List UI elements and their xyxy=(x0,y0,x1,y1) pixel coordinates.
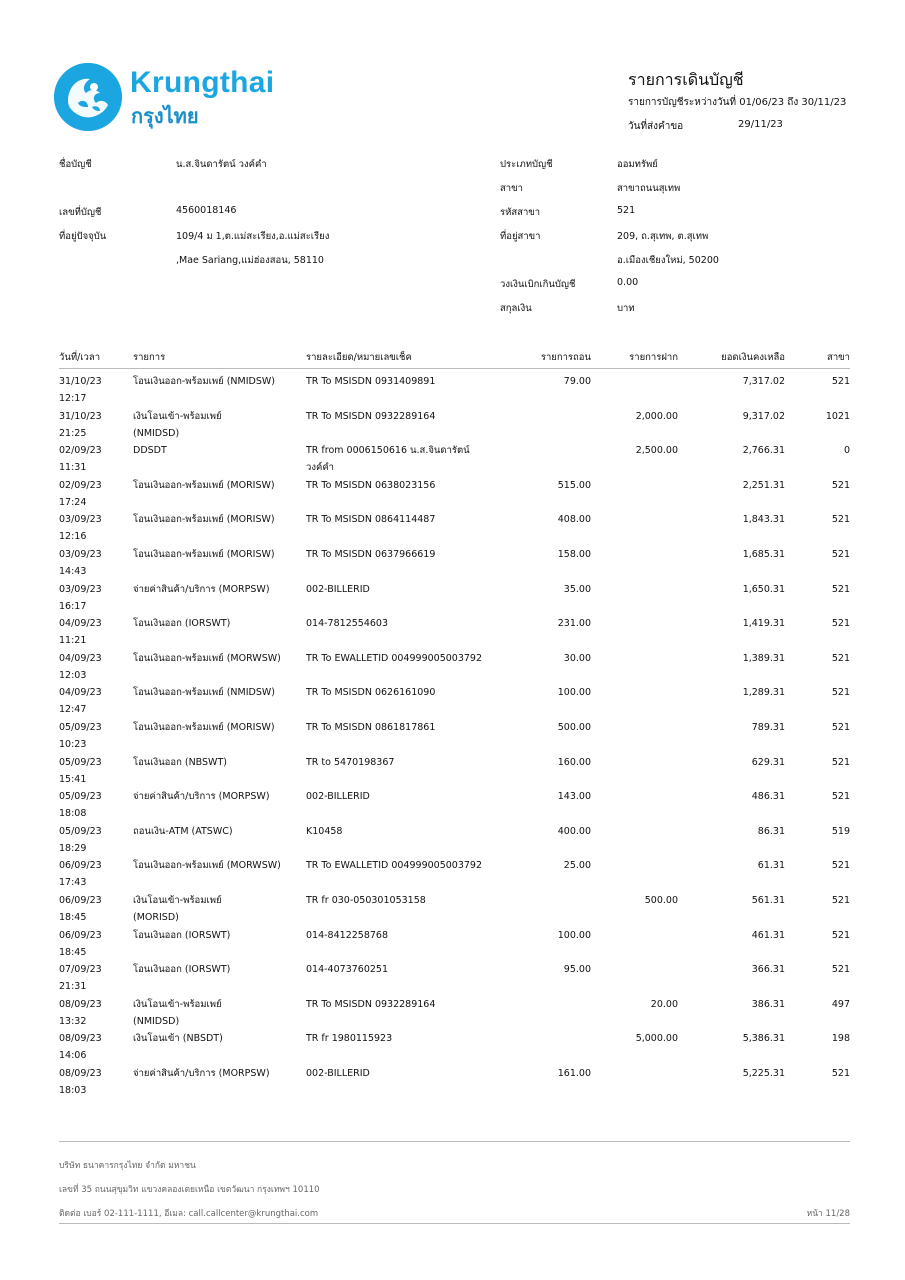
row-branch: 497 xyxy=(831,998,850,1010)
table-row xyxy=(59,1061,850,1096)
row-description: เงินโอนเข้า-พร้อมเพย์ (NMIDSD) xyxy=(133,998,222,1027)
row-deposit: 2,000.00 xyxy=(635,410,678,422)
header-detail: รายละเอียด/หมายเลขเช็ค xyxy=(306,352,412,363)
row-balance: 366.31 xyxy=(751,964,785,976)
header-balance: ยอดเงินคงเหลือ xyxy=(721,352,785,363)
header-withdraw: รายการถอน xyxy=(540,352,591,363)
address-label: ที่อยู่ปัจจุบัน xyxy=(59,231,107,242)
address-line-2: ,Mae Sariang,แม่ฮ่องสอน, 58110 xyxy=(176,255,324,266)
branch-address-label: ที่อยู่สาขา xyxy=(500,231,541,242)
request-date-label: วันที่ส่งคำขอ xyxy=(628,121,684,132)
row-withdraw: 161.00 xyxy=(557,1067,591,1079)
row-withdraw: 143.00 xyxy=(557,791,591,803)
row-detail: TR To MSISDN 0932289164 xyxy=(306,998,436,1010)
table-row xyxy=(59,577,850,612)
table-row xyxy=(59,473,850,508)
table-row xyxy=(59,646,850,681)
row-deposit: 2,500.00 xyxy=(635,445,678,457)
table-header xyxy=(59,346,850,369)
row-description: โอนเงินออก (NBSWT) xyxy=(133,756,227,768)
header-deposit: รายการฝาก xyxy=(629,352,678,363)
row-date: 06/09/23 18:45 xyxy=(59,929,102,958)
row-detail: 014-7812554603 xyxy=(306,618,389,630)
table-body xyxy=(59,369,850,1095)
row-description: โอนเงินออก-พร้อมเพย์ (MORISW) xyxy=(133,548,275,560)
statement-period: รายการบัญชีระหว่างวันที่ 01/06/23 ถึง 30/11/23 xyxy=(628,97,847,108)
row-balance: 2,766.31 xyxy=(742,445,785,457)
row-withdraw: 100.00 xyxy=(557,929,591,941)
table-row xyxy=(59,992,850,1027)
request-date: 29/11/23 xyxy=(738,119,783,130)
table-row xyxy=(59,611,850,646)
row-date: 03/09/23 14:43 xyxy=(59,548,102,577)
row-date: 05/09/23 10:23 xyxy=(59,721,102,750)
overdraft-value: 0.00 xyxy=(617,277,639,288)
row-balance: 561.31 xyxy=(751,894,785,906)
row-withdraw: 408.00 xyxy=(557,514,591,526)
row-detail: 002-BILLERID xyxy=(306,583,370,595)
row-date: 04/09/23 12:47 xyxy=(59,687,102,716)
row-description: โอนเงินออก-พร้อมเพย์ (MORISW) xyxy=(133,721,275,733)
account-type-label: ประเภทบัญชี xyxy=(500,159,553,170)
row-balance: 9,317.02 xyxy=(742,410,785,422)
brand-name-en: Krungthai xyxy=(130,66,275,99)
account-type: ออมทรัพย์ xyxy=(617,159,658,170)
row-detail: TR To MSISDN 0864114487 xyxy=(306,514,436,526)
row-description: ถอนเงิน-ATM (ATSWC) xyxy=(133,825,233,837)
row-balance: 486.31 xyxy=(751,791,785,803)
row-branch: 521 xyxy=(831,479,850,491)
row-balance: 7,317.02 xyxy=(742,376,785,387)
row-branch: 521 xyxy=(831,376,850,387)
row-detail: TR fr 030-050301053158 xyxy=(306,894,426,906)
overdraft-label: วงเงินเบิกเกินบัญชี xyxy=(500,279,576,290)
currency-value: บาท xyxy=(617,303,635,314)
row-description: จ่ายค่าสินค้า/บริการ (MORPSW) xyxy=(133,791,270,803)
row-detail: TR To MSISDN 0931409891 xyxy=(306,376,436,387)
row-balance: 86.31 xyxy=(757,825,785,837)
page-number: หน้า 11/28 xyxy=(806,1209,850,1219)
branch-label: สาขา xyxy=(500,183,523,194)
header-description: รายการ xyxy=(133,352,166,363)
footer-contact: ติดต่อ เบอร์ 02-111-1111, อีเมล: call.callcenter@krungthai.com xyxy=(59,1209,319,1219)
header-date: วันที่/เวลา xyxy=(59,352,101,363)
row-description: โอนเงินออก-พร้อมเพย์ (MORWSW) xyxy=(133,652,281,664)
footer-divider-top xyxy=(59,1141,850,1142)
row-description: โอนเงินออก-พร้อมเพย์ (MORWSW) xyxy=(133,860,281,872)
row-date: 06/09/23 17:43 xyxy=(59,860,102,889)
row-withdraw: 515.00 xyxy=(557,479,591,491)
row-balance: 2,251.31 xyxy=(742,479,785,491)
row-description: โอนเงินออก (IORSWT) xyxy=(133,929,231,941)
row-balance: 61.31 xyxy=(757,860,785,872)
table-row xyxy=(59,680,850,715)
row-branch: 521 xyxy=(831,964,850,976)
row-detail: 002-BILLERID xyxy=(306,791,370,803)
row-balance: 789.31 xyxy=(751,721,785,733)
row-branch: 521 xyxy=(831,548,850,560)
table-row xyxy=(59,853,850,888)
row-description: DDSDT xyxy=(133,445,167,457)
row-branch: 521 xyxy=(831,1067,850,1079)
row-branch: 521 xyxy=(831,894,850,906)
row-deposit: 5,000.00 xyxy=(635,1033,678,1045)
table-row xyxy=(59,957,850,992)
row-description: โอนเงินออก-พร้อมเพย์ (MORISW) xyxy=(133,514,275,526)
row-description: โอนเงินออก-พร้อมเพย์ (MORISW) xyxy=(133,479,275,491)
row-date: 31/10/23 21:25 xyxy=(59,410,102,439)
row-date: 04/09/23 11:21 xyxy=(59,618,102,647)
currency-label: สกุลเงิน xyxy=(500,303,532,314)
table-row xyxy=(59,507,850,542)
row-description: โอนเงินออก (IORSWT) xyxy=(133,964,231,976)
row-detail: 002-BILLERID xyxy=(306,1067,370,1079)
row-description: เงินโอนเข้า (NBSDT) xyxy=(133,1033,223,1045)
row-date: 08/09/23 18:03 xyxy=(59,1067,102,1096)
row-withdraw: 500.00 xyxy=(557,721,591,733)
row-detail: TR To MSISDN 0637966619 xyxy=(306,548,436,560)
row-detail: 014-4073760251 xyxy=(306,964,389,976)
table-row xyxy=(59,542,850,577)
row-description: เงินโอนเข้า-พร้อมเพย์ (MORISD) xyxy=(133,894,222,923)
row-branch: 521 xyxy=(831,687,850,699)
row-description: จ่ายค่าสินค้า/บริการ (MORPSW) xyxy=(133,1067,270,1079)
table-row xyxy=(59,438,850,473)
row-detail: TR To MSISDN 0861817861 xyxy=(306,721,436,733)
row-balance: 461.31 xyxy=(751,929,785,941)
krungthai-emblem-icon xyxy=(54,63,122,131)
row-branch: 521 xyxy=(831,721,850,733)
row-date: 05/09/23 18:08 xyxy=(59,791,102,820)
row-withdraw: 79.00 xyxy=(563,376,591,387)
row-withdraw: 30.00 xyxy=(563,652,591,664)
row-date: 03/09/23 16:17 xyxy=(59,583,102,612)
row-deposit: 500.00 xyxy=(644,894,678,906)
row-balance: 629.31 xyxy=(751,756,785,768)
account-number: 4560018146 xyxy=(176,205,237,216)
row-detail: TR To MSISDN 0626161090 xyxy=(306,687,436,699)
row-detail: TR To EWALLETID 004999005003792 xyxy=(306,652,483,664)
row-description: เงินโอนเข้า-พร้อมเพย์ (NMIDSD) xyxy=(133,410,222,439)
row-balance: 1,389.31 xyxy=(742,652,785,664)
table-row xyxy=(59,715,850,750)
table-row xyxy=(59,369,850,404)
row-description: โอนเงินออก-พร้อมเพย์ (NMIDSW) xyxy=(133,687,275,699)
table-row xyxy=(59,750,850,785)
row-detail: K10458 xyxy=(306,825,343,837)
row-date: 03/09/23 12:16 xyxy=(59,514,102,543)
row-branch: 519 xyxy=(831,825,850,837)
transactions-table xyxy=(59,346,850,1095)
row-withdraw: 25.00 xyxy=(563,860,591,872)
row-branch: 521 xyxy=(831,514,850,526)
branch-name: สาขาถนนสุเทพ xyxy=(617,183,681,194)
row-date: 31/10/23 12:17 xyxy=(59,376,102,404)
row-detail: 014-8412258768 xyxy=(306,929,389,941)
account-number-label: เลขที่บัญชี xyxy=(59,207,102,218)
row-date: 06/09/23 18:45 xyxy=(59,894,102,923)
row-description: โอนเงินออก-พร้อมเพย์ (NMIDSW) xyxy=(133,376,275,387)
row-description: โอนเงินออก (IORSWT) xyxy=(133,618,231,630)
row-date: 08/09/23 14:06 xyxy=(59,1033,102,1062)
row-balance: 1,650.31 xyxy=(742,583,785,595)
row-branch: 521 xyxy=(831,860,850,872)
footer-company: บริษัท ธนาคารกรุงไทย จำกัด มหาชน xyxy=(59,1161,196,1171)
table-row xyxy=(59,784,850,819)
row-branch: 521 xyxy=(831,618,850,630)
row-branch: 0 xyxy=(843,445,850,457)
row-date: 08/09/23 13:32 xyxy=(59,998,102,1027)
account-name: น.ส.จินดารัตน์ วงค์คำ xyxy=(176,159,267,170)
row-branch: 521 xyxy=(831,929,850,941)
row-date: 02/09/23 17:24 xyxy=(59,479,102,508)
row-branch: 521 xyxy=(831,756,850,768)
row-withdraw: 231.00 xyxy=(557,618,591,630)
row-balance: 5,386.31 xyxy=(742,1033,785,1045)
row-branch: 198 xyxy=(831,1033,850,1045)
row-date: 04/09/23 12:03 xyxy=(59,652,102,681)
row-balance: 386.31 xyxy=(751,998,785,1010)
krungthai-logo xyxy=(54,62,284,132)
table-row xyxy=(59,923,850,958)
row-detail: TR To MSISDN 0932289164 xyxy=(306,410,436,422)
row-withdraw: 160.00 xyxy=(557,756,591,768)
table-row xyxy=(59,1026,850,1061)
brand-name-th: กรุงไทย xyxy=(131,104,199,128)
address-line-1: 109/4 ม 1,ต.แม่สะเรียง,อ.แม่สะเรียง xyxy=(176,231,330,242)
footer-address: เลขที่ 35 ถนนสุขุมวิท แขวงคลองเตยเหนือ เขตวัฒนา กรุงเทพฯ 10110 xyxy=(59,1185,320,1195)
header-branch: สาขา xyxy=(827,352,850,363)
row-balance: 1,419.31 xyxy=(742,618,785,630)
row-balance: 5,225.31 xyxy=(742,1067,785,1079)
branch-code-label: รหัสสาขา xyxy=(500,207,541,218)
account-name-label: ชื่อบัญชี xyxy=(59,159,92,170)
row-detail: TR To MSISDN 0638023156 xyxy=(306,479,436,491)
table-row xyxy=(59,819,850,854)
table-row xyxy=(59,888,850,923)
row-date: 05/09/23 15:41 xyxy=(59,756,102,785)
row-branch: 521 xyxy=(831,791,850,803)
row-balance: 1,289.31 xyxy=(742,687,785,699)
branch-code: 521 xyxy=(617,205,636,216)
row-branch: 521 xyxy=(831,583,850,595)
row-withdraw: 158.00 xyxy=(557,548,591,560)
row-date: 02/09/23 11:31 xyxy=(59,445,102,474)
table-row xyxy=(59,404,850,439)
row-withdraw: 400.00 xyxy=(557,825,591,837)
row-balance: 1,685.31 xyxy=(742,548,785,560)
row-date: 05/09/23 18:29 xyxy=(59,825,102,854)
row-withdraw: 95.00 xyxy=(563,964,591,976)
row-withdraw: 35.00 xyxy=(563,583,591,595)
row-date: 07/09/23 21:31 xyxy=(59,964,102,993)
branch-address-line-1: 209, ถ.สุเทพ, ต.สุเทพ xyxy=(617,231,709,242)
row-detail: TR fr 1980115923 xyxy=(306,1033,393,1045)
row-detail: TR from 0006150616 น.ส.จินดารัตน์ วงค์คำ xyxy=(306,445,470,474)
branch-address-line-2: อ.เมืองเชียงใหม่, 50200 xyxy=(617,255,719,266)
row-detail: TR To EWALLETID 004999005003792 xyxy=(306,860,483,872)
row-withdraw: 100.00 xyxy=(557,687,591,699)
row-detail: TR to 5470198367 xyxy=(306,756,395,768)
row-branch: 521 xyxy=(831,652,850,664)
row-deposit: 20.00 xyxy=(650,998,678,1010)
row-description: จ่ายค่าสินค้า/บริการ (MORPSW) xyxy=(133,583,270,595)
footer-divider-bottom xyxy=(59,1223,850,1224)
row-balance: 1,843.31 xyxy=(742,514,785,526)
document-title: รายการเดินบัญชี xyxy=(628,70,744,89)
row-branch: 1021 xyxy=(825,410,850,422)
